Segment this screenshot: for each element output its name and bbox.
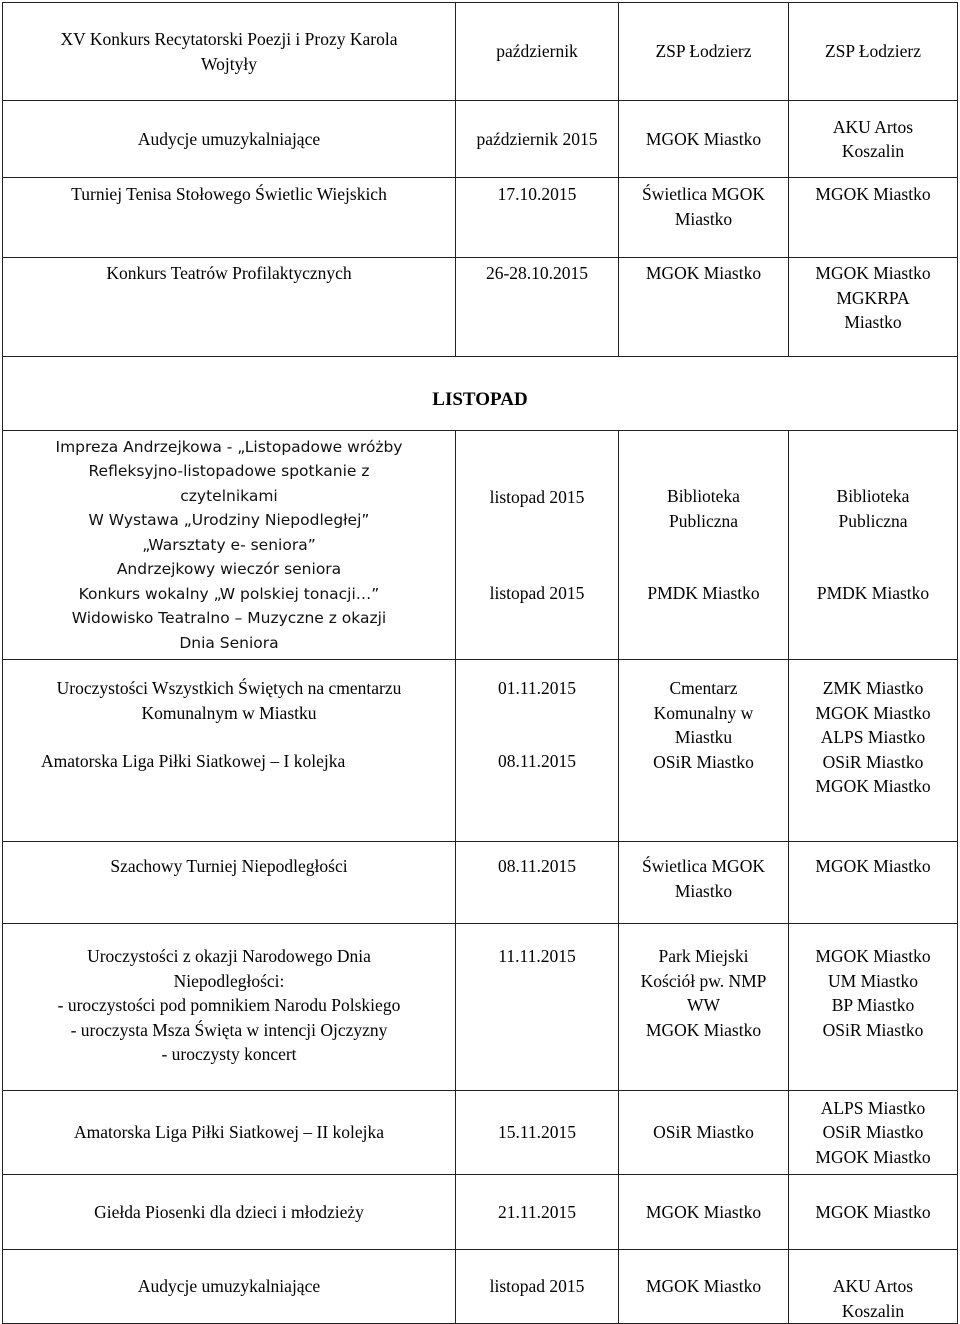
organizer-line: BP Miastko xyxy=(831,995,915,1015)
place-line: PMDK Miastko xyxy=(647,583,760,604)
event-line: Refleksyjno-listopadowe spotkanie z xyxy=(88,462,370,481)
place-line: MGOK Miastko xyxy=(645,1019,762,1040)
event-cell xyxy=(3,431,456,660)
place-cell xyxy=(619,842,789,924)
place-cell xyxy=(619,1091,789,1175)
organizer-line: Miastko xyxy=(844,312,902,332)
organizer-line: Publiczna xyxy=(838,510,908,531)
event-cell xyxy=(3,3,456,101)
organizer-line: MGOK Miastko xyxy=(815,263,931,283)
date-line: 01.11.2015 xyxy=(497,678,577,698)
event-line: „Warsztaty e- seniora” xyxy=(142,535,316,554)
place-line: Publiczna xyxy=(668,510,738,531)
organizer-line: MGKRPA xyxy=(836,287,910,308)
place-cell xyxy=(619,1250,789,1324)
place-cell xyxy=(619,924,789,1091)
event-line: Dnia Seniora xyxy=(179,633,279,652)
event-line: Audycje umuzykalniające xyxy=(137,128,321,149)
date-line: listopad 2015 xyxy=(489,583,585,603)
place-line: MGOK Miastko xyxy=(645,1276,762,1296)
date-cell xyxy=(456,431,619,660)
table-row xyxy=(3,924,958,1091)
place-line: Świetlica MGOK xyxy=(642,856,765,876)
event-cell xyxy=(3,1250,456,1324)
place-cell xyxy=(619,178,789,258)
event-line: Konkurs Teatrów Profilaktycznych xyxy=(106,263,352,283)
date-line: listopad 2015 xyxy=(489,486,585,507)
organizer-line: PMDK Miastko xyxy=(816,583,930,604)
place-line: WW xyxy=(686,995,721,1015)
organizer-cell xyxy=(789,258,958,357)
event-line: Uroczystości z okazji Narodowego Dnia xyxy=(87,946,371,966)
organizer-line: MGOK Miastko xyxy=(815,776,931,796)
place-line: Miastku xyxy=(674,727,733,747)
event-cell xyxy=(3,101,456,178)
place-line: ZSP Łodzierz xyxy=(655,41,752,62)
place-line: Miastko xyxy=(674,880,733,901)
event-line: Impreza Andrzejkowa - „Listopadowe wróżby xyxy=(55,437,403,456)
organizer-line: ZSP Łodzierz xyxy=(824,41,922,62)
date-line: 08.11.2015 xyxy=(497,750,577,771)
organizer-cell xyxy=(789,101,958,178)
place-cell xyxy=(619,3,789,101)
place-cell xyxy=(619,660,789,842)
place-line: Miastko xyxy=(674,208,733,229)
event-line: Komunalnym w Miastku xyxy=(141,702,317,723)
table-row xyxy=(3,3,958,101)
place-line: MGOK Miastko xyxy=(645,263,762,283)
table-row xyxy=(3,1091,958,1175)
date-cell: październik xyxy=(456,3,619,101)
organizer-line: ZMK Miastko xyxy=(822,678,924,698)
event-line: - uroczysta Msza Święta w intencji Ojczyzny xyxy=(70,1019,388,1040)
organizer-line: Koszalin xyxy=(841,1300,905,1321)
event-cell xyxy=(3,258,456,357)
date-cell: 08.11.2015 xyxy=(456,842,619,924)
event-line: Wojtyły xyxy=(201,53,257,74)
table-row xyxy=(3,178,958,258)
month-header-row xyxy=(3,357,958,431)
place-cell xyxy=(619,101,789,178)
event-line: Uroczystości Wszystkich Świętych na cmentarzu xyxy=(56,678,402,698)
organizer-line: OSiR Miastko xyxy=(822,1019,924,1040)
organizer-cell xyxy=(789,924,958,1091)
organizer-line: Biblioteka xyxy=(836,486,910,507)
events-table xyxy=(2,2,958,1324)
place-line: OSiR Miastko xyxy=(653,1122,754,1143)
date-cell: 15.11.2015 xyxy=(456,1091,619,1175)
organizer-line: AKU Artos xyxy=(832,1276,914,1296)
organizer-cell xyxy=(789,660,958,842)
date-cell: 17.10.2015 xyxy=(456,178,619,258)
organizer-cell xyxy=(789,3,958,101)
table-row xyxy=(3,258,958,357)
event-cell xyxy=(3,924,456,1091)
event-cell xyxy=(3,1091,456,1175)
place-line: OSiR Miastko xyxy=(653,751,754,772)
organizer-line: AKU Artos xyxy=(832,116,914,137)
place-line: Komunalny w xyxy=(653,702,754,723)
event-line: Amatorska Liga Piłki Siatkowej – I kolejka xyxy=(41,751,346,771)
place-line: Świetlica MGOK xyxy=(642,184,765,204)
organizer-line: OSiR Miastko xyxy=(822,1122,924,1143)
organizer-cell xyxy=(789,842,958,924)
table-row xyxy=(3,431,958,660)
place-line: Kościół pw. NMP xyxy=(640,970,767,991)
place-cell xyxy=(619,258,789,357)
event-cell xyxy=(3,842,456,924)
place-line: MGOK Miastko xyxy=(645,128,762,149)
event-line: Turniej Tenisa Stołowego Świetlic Wiejskich xyxy=(71,184,387,204)
organizer-cell xyxy=(789,1250,958,1324)
organizer-line: ALPS Miastko xyxy=(820,1097,926,1118)
organizer-line: MGOK Miastko xyxy=(815,856,931,876)
organizer-cell xyxy=(789,1091,958,1175)
event-line: - uroczysty koncert xyxy=(161,1044,297,1064)
organizer-line: Koszalin xyxy=(841,141,905,161)
event-line: Szachowy Turniej Niepodległości xyxy=(110,856,348,876)
organizer-cell xyxy=(789,178,958,258)
organizer-line: UM Miastko xyxy=(828,970,918,991)
organizer-line: MGOK Miastko xyxy=(815,1201,931,1222)
event-cell xyxy=(3,178,456,258)
place-line: Park Miejski xyxy=(658,946,749,966)
event-line: Amatorska Liga Piłki Siatkowej – II kolejka xyxy=(73,1122,385,1143)
organizer-cell xyxy=(789,431,958,660)
place-line: MGOK Miastko xyxy=(645,1201,762,1222)
date-cell: 26-28.10.2015 xyxy=(456,258,619,357)
date-cell: 11.11.2015 xyxy=(456,924,619,1091)
event-cell xyxy=(3,1175,456,1250)
month-heading: LISTOPAD xyxy=(3,357,958,431)
event-line: XV Konkurs Recytatorski Poezji i Prozy Karola xyxy=(60,29,398,49)
table-row xyxy=(3,660,958,842)
event-line: Konkurs wokalny „W polskiej tonacji…” xyxy=(78,584,380,603)
date-cell xyxy=(456,660,619,842)
event-line: Audycje umuzykalniające xyxy=(137,1276,321,1296)
organizer-line: MGOK Miastko xyxy=(815,702,931,723)
event-line: W Wystawa „Urodziny Niepodległej” xyxy=(88,511,370,530)
organizer-cell xyxy=(789,1175,958,1250)
organizer-line: OSiR Miastko xyxy=(822,751,924,772)
table-row xyxy=(3,1250,958,1324)
organizer-line: MGOK Miastko xyxy=(815,184,931,204)
place-cell xyxy=(619,431,789,660)
event-line: Niepodległości: xyxy=(173,970,285,991)
place-cell xyxy=(619,1175,789,1250)
date-cell: 21.11.2015 xyxy=(456,1175,619,1250)
organizer-line: ALPS Miastko xyxy=(820,727,926,747)
organizer-line: MGOK Miastko xyxy=(815,1146,931,1167)
table-row xyxy=(3,1175,958,1250)
event-line: - uroczystości pod pomnikiem Narodu Polskiego xyxy=(57,995,401,1015)
event-cell xyxy=(3,660,456,842)
place-line: Biblioteka xyxy=(667,486,740,507)
table-row xyxy=(3,842,958,924)
place-line: Cmentarz xyxy=(669,678,738,698)
event-line: Andrzejkowy wieczór seniora xyxy=(116,560,342,579)
table-row xyxy=(3,101,958,178)
event-line: Widowisko Teatralno – Muzyczne z okazji xyxy=(71,609,387,628)
organizer-line: MGOK Miastko xyxy=(815,946,931,966)
date-cell: październik 2015 xyxy=(456,101,619,178)
event-line: Giełda Piosenki dla dzieci i młodzieży xyxy=(94,1201,364,1222)
date-cell: listopad 2015 xyxy=(456,1250,619,1324)
event-line: czytelnikami xyxy=(180,486,278,505)
